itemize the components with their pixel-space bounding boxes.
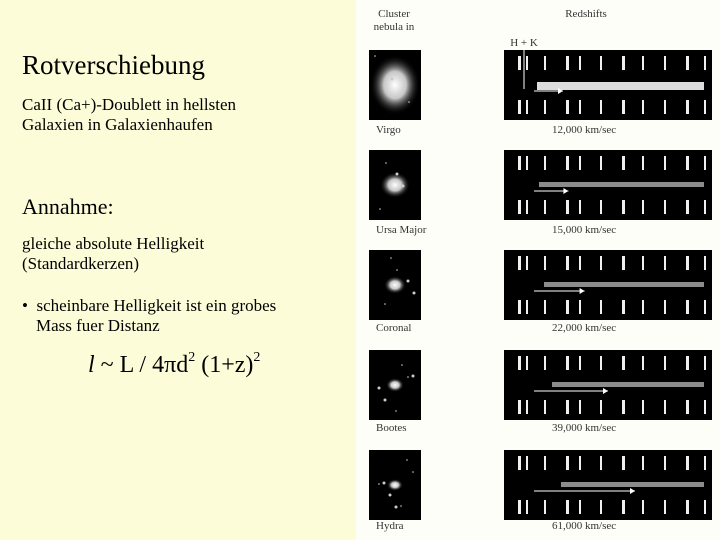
galaxy-image bbox=[369, 450, 421, 520]
comparison-line bbox=[704, 456, 706, 470]
formula-part-2: (1+z) bbox=[195, 352, 254, 378]
galaxy-glow bbox=[384, 276, 406, 294]
cluster-name: Virgo bbox=[376, 124, 401, 136]
star bbox=[395, 506, 398, 509]
spectrum-image bbox=[504, 50, 712, 120]
comparison-line bbox=[642, 156, 644, 170]
comparison-line bbox=[622, 500, 625, 514]
comparison-line bbox=[518, 156, 521, 170]
comparison-line bbox=[642, 256, 644, 270]
header-redshifts: Redshifts bbox=[565, 8, 607, 20]
assumption-heading: Annahme: bbox=[22, 194, 114, 219]
comparison-line bbox=[686, 300, 689, 314]
comparison-line bbox=[566, 156, 569, 170]
comparison-line bbox=[686, 400, 689, 414]
cluster-name: Hydra bbox=[376, 520, 404, 532]
comparison-line bbox=[686, 200, 689, 214]
comparison-line bbox=[526, 500, 528, 514]
star bbox=[378, 483, 380, 485]
comparison-line bbox=[704, 300, 706, 314]
comparison-line bbox=[686, 500, 689, 514]
galaxy-glow bbox=[386, 378, 404, 392]
comparison-line bbox=[600, 356, 602, 370]
comparison-line bbox=[566, 200, 569, 214]
comparison-line bbox=[518, 356, 521, 370]
comparison-line bbox=[622, 156, 625, 170]
header-cluster: Cluster nebula in bbox=[373, 8, 415, 33]
comparison-line bbox=[686, 256, 689, 270]
star bbox=[389, 494, 392, 497]
spectrum-image bbox=[504, 250, 712, 320]
intro-line-2: Galaxien in Galaxienhaufen bbox=[22, 114, 213, 134]
comparison-line bbox=[622, 456, 625, 470]
redshift-velocity: 61,000 km/sec bbox=[552, 520, 617, 532]
comparison-line bbox=[642, 200, 644, 214]
comparison-line bbox=[579, 400, 581, 414]
bullet-line-2: Mass fuer Distanz bbox=[36, 315, 160, 335]
comparison-line bbox=[622, 100, 625, 114]
assumption-text bbox=[22, 234, 204, 273]
comparison-line bbox=[579, 356, 581, 370]
comparison-line bbox=[579, 256, 581, 270]
star bbox=[384, 399, 387, 402]
comparison-line bbox=[704, 100, 706, 114]
comparison-line bbox=[518, 400, 521, 414]
comparison-line bbox=[600, 456, 602, 470]
comparison-line bbox=[526, 300, 528, 314]
comparison-line bbox=[579, 200, 581, 214]
star bbox=[412, 375, 415, 378]
galaxy-spectrum-streak bbox=[561, 482, 704, 487]
comparison-line bbox=[526, 456, 528, 470]
comparison-line bbox=[664, 300, 666, 314]
comparison-line bbox=[704, 500, 706, 514]
comparison-line bbox=[579, 100, 581, 114]
formula-l: l bbox=[88, 352, 95, 378]
star bbox=[408, 101, 410, 103]
star bbox=[401, 364, 403, 366]
redshift-figure bbox=[356, 0, 720, 540]
comparison-line bbox=[544, 256, 546, 270]
comparison-line bbox=[579, 456, 581, 470]
formula-exponent-2: 2 bbox=[253, 350, 261, 365]
comparison-line bbox=[566, 300, 569, 314]
cluster-name: Coronal bbox=[376, 322, 412, 334]
galaxy-image bbox=[369, 350, 421, 420]
star bbox=[396, 269, 398, 271]
bullet-symbol: • bbox=[22, 296, 28, 315]
comparison-line bbox=[664, 500, 666, 514]
comparison-line bbox=[622, 356, 625, 370]
spectrum-image bbox=[504, 450, 712, 520]
comparison-line bbox=[600, 300, 602, 314]
comparison-line bbox=[664, 56, 666, 70]
comparison-line bbox=[526, 156, 528, 170]
redshift-velocity: 15,000 km/sec bbox=[552, 224, 617, 236]
comparison-line bbox=[642, 56, 644, 70]
comparison-line bbox=[664, 200, 666, 214]
star bbox=[391, 78, 394, 81]
comparison-line bbox=[544, 156, 546, 170]
comparison-line bbox=[704, 356, 706, 370]
comparison-line bbox=[566, 456, 569, 470]
galaxy-spectrum-streak bbox=[539, 182, 704, 187]
star bbox=[378, 387, 381, 390]
galaxy-image bbox=[369, 250, 421, 320]
comparison-line bbox=[579, 156, 581, 170]
comparison-line bbox=[704, 200, 706, 214]
comparison-line bbox=[579, 56, 581, 70]
comparison-line bbox=[518, 100, 521, 114]
formula-part-1: ~ L / 4πd bbox=[94, 352, 189, 378]
comparison-line bbox=[544, 500, 546, 514]
comparison-line bbox=[664, 456, 666, 470]
redshift-velocity: 39,000 km/sec bbox=[552, 422, 617, 434]
star bbox=[379, 208, 381, 210]
comparison-line bbox=[600, 100, 602, 114]
comparison-line bbox=[704, 156, 706, 170]
comparison-line bbox=[642, 356, 644, 370]
assumption-line-2: (Standardkerzen) bbox=[22, 253, 140, 273]
redshift-arrowhead bbox=[563, 188, 568, 194]
galaxy-image bbox=[369, 150, 421, 220]
bullet-item bbox=[22, 296, 276, 335]
text-column bbox=[0, 0, 356, 540]
star bbox=[407, 376, 409, 378]
comparison-line bbox=[544, 56, 546, 70]
comparison-line bbox=[664, 256, 666, 270]
comparison-line bbox=[600, 256, 602, 270]
comparison-line bbox=[704, 56, 706, 70]
comparison-line bbox=[566, 356, 569, 370]
comparison-line bbox=[600, 400, 602, 414]
comparison-line bbox=[544, 200, 546, 214]
comparison-line bbox=[566, 500, 569, 514]
star bbox=[402, 185, 405, 188]
comparison-line bbox=[526, 400, 528, 414]
comparison-line bbox=[664, 400, 666, 414]
star bbox=[407, 280, 410, 283]
comparison-line bbox=[686, 356, 689, 370]
comparison-line bbox=[704, 256, 706, 270]
comparison-line bbox=[544, 300, 546, 314]
comparison-line bbox=[704, 400, 706, 414]
comparison-line bbox=[642, 400, 644, 414]
comparison-line bbox=[544, 456, 546, 470]
comparison-line bbox=[664, 156, 666, 170]
comparison-line bbox=[622, 256, 625, 270]
comparison-line bbox=[622, 200, 625, 214]
star bbox=[390, 257, 392, 259]
comparison-line bbox=[526, 200, 528, 214]
galaxy-glow bbox=[380, 172, 410, 198]
comparison-line bbox=[686, 56, 689, 70]
intro-line-1: CaII (Ca+)-Doublett in hellsten bbox=[22, 95, 237, 114]
comparison-line bbox=[526, 100, 528, 114]
comparison-line bbox=[600, 56, 602, 70]
galaxy-spectrum-streak bbox=[537, 82, 704, 90]
bullet-line-1: scheinbare Helligkeit ist ein grobes bbox=[36, 296, 277, 315]
comparison-line bbox=[664, 100, 666, 114]
brightness-formula bbox=[88, 352, 260, 379]
comparison-line bbox=[579, 300, 581, 314]
comparison-line bbox=[642, 500, 644, 514]
star bbox=[400, 505, 402, 507]
redshift-arrowhead bbox=[630, 488, 635, 494]
galaxy-glow bbox=[387, 479, 403, 491]
star bbox=[413, 292, 416, 295]
comparison-line bbox=[642, 456, 644, 470]
comparison-line bbox=[566, 256, 569, 270]
comparison-line bbox=[642, 300, 644, 314]
star bbox=[412, 471, 414, 473]
comparison-line bbox=[544, 400, 546, 414]
star bbox=[374, 55, 376, 57]
comparison-line bbox=[622, 300, 625, 314]
star bbox=[383, 482, 386, 485]
comparison-line bbox=[544, 356, 546, 370]
comparison-line bbox=[518, 200, 521, 214]
galaxy-image bbox=[369, 50, 421, 120]
comparison-line bbox=[518, 500, 521, 514]
star bbox=[406, 459, 408, 461]
redshift-velocity: 22,000 km/sec bbox=[552, 322, 617, 334]
redshift-velocity: 12,000 km/sec bbox=[552, 124, 617, 136]
comparison-line bbox=[518, 256, 521, 270]
comparison-line bbox=[622, 56, 625, 70]
comparison-line bbox=[544, 100, 546, 114]
star bbox=[385, 162, 387, 164]
spectrum-image bbox=[504, 150, 712, 220]
cluster-name: Ursa Major bbox=[376, 224, 427, 236]
comparison-line bbox=[642, 100, 644, 114]
comparison-line bbox=[579, 500, 581, 514]
comparison-line bbox=[686, 156, 689, 170]
redshift-arrowhead bbox=[603, 388, 608, 394]
formula-exponent-1: 2 bbox=[188, 350, 196, 365]
comparison-line bbox=[518, 456, 521, 470]
comparison-line bbox=[526, 256, 528, 270]
comparison-line bbox=[622, 400, 625, 414]
comparison-line bbox=[686, 456, 689, 470]
comparison-line bbox=[518, 56, 521, 70]
comparison-line bbox=[526, 56, 528, 70]
hk-label: H + K bbox=[510, 37, 538, 49]
intro-text bbox=[22, 95, 236, 134]
spectrum-image bbox=[504, 350, 712, 420]
star bbox=[395, 410, 397, 412]
comparison-line bbox=[664, 356, 666, 370]
comparison-line bbox=[686, 100, 689, 114]
comparison-line bbox=[566, 400, 569, 414]
comparison-line bbox=[600, 200, 602, 214]
slide-title: Rotverschiebung bbox=[22, 50, 205, 80]
comparison-line bbox=[566, 56, 569, 70]
star bbox=[384, 303, 386, 305]
galaxy-spectrum-streak bbox=[552, 382, 704, 387]
galaxy-spectrum-streak bbox=[544, 282, 704, 287]
assumption-line-1: gleiche absolute Helligkeit bbox=[22, 234, 205, 253]
star bbox=[396, 173, 399, 176]
comparison-line bbox=[566, 100, 569, 114]
comparison-line bbox=[600, 156, 602, 170]
cluster-name: Bootes bbox=[376, 422, 407, 434]
redshift-arrowhead bbox=[580, 288, 585, 294]
galaxy-glow bbox=[370, 55, 420, 115]
comparison-line bbox=[518, 300, 521, 314]
comparison-line bbox=[526, 356, 528, 370]
comparison-line bbox=[600, 500, 602, 514]
